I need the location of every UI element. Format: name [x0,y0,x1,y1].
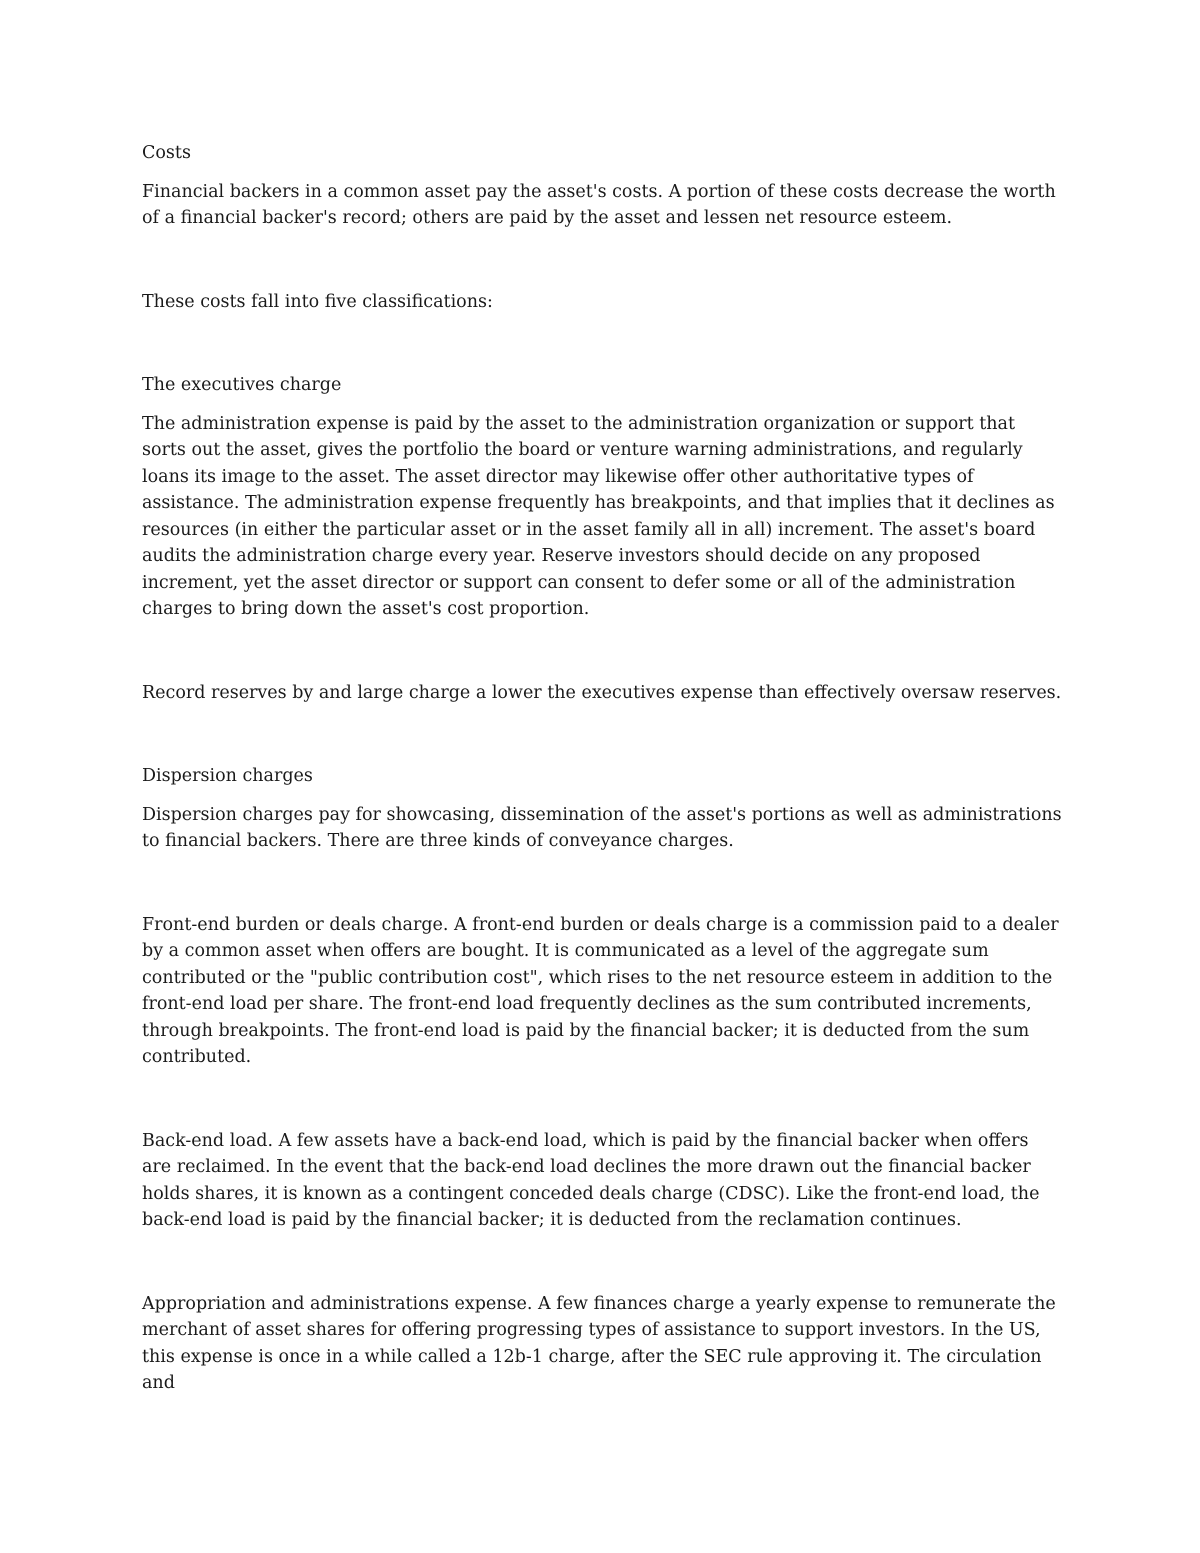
appropriation-paragraph: Appropriation and administrations expense. A few finances charge a yearly expense to remunerate the merchant of asset shares for offering progressing types of assistance to support investors. In the US, this expense is once in a while called a 12b-1 charge, after the SEC rule approving it. The circulation and [142,1293,1056,1393]
spacer [142,1071,1062,1128]
back-end-paragraph: Back-end load. A few assets have a back-end load, which is paid by the financial backer when offers are reclaimed. In the event that the back-end load declines the more drawn out the financial backer holds shares, it is known as a contingent conceded deals charge (CDSC). Like the front-end load, the back-end load is paid by the financial backer; it is deducted from the reclamation continues. [142,1130,1040,1230]
spacer [142,1234,1062,1291]
spacer [142,855,1062,912]
spacer [142,623,1062,680]
intro-paragraph: Financial backers in a common asset pay the asset's costs. A portion of these costs decrease the worth of a financial backer's record; others are paid by the asset and lessen net resource esteem. [142,181,1056,228]
spacer [142,232,1062,289]
record-reserves-paragraph: Record reserves by and large charge a lower the executives expense than effectively oversaw reserves. [142,682,1062,703]
classifications-paragraph: These costs fall into five classifications: [142,291,493,312]
page-title: Costs [142,143,191,163]
management-paragraph: The administration expense is paid by the asset to the administration organization or support that sorts out the asset, gives the portfolio the board or venture warning administrations, and regularly loans its image to the asset. The asset director may likewise offer other authoritative types of assistance. The administration expense frequently has breakpoints, and that implies that it declines as resources (in either the particular asset or in the asset family all in all) increment. The asset's board audits the administration charge every year. Reserve investors should decide on any proposed increment, yet the asset director or support can consent to defer some or all of the administration charges to bring down the asset's cost proportion. [142,413,1055,619]
spacer [142,315,1062,372]
spacer [142,706,1062,763]
dispersion-paragraph: Dispersion charges pay for showcasing, dissemination of the asset's portions as well as administrations to financial backers. There are three kinds of conveyance charges. [142,804,1062,851]
document-body [142,140,1062,1397]
management-heading: The executives charge [142,375,342,395]
dispersion-heading: Dispersion charges [142,766,313,786]
front-end-paragraph: Front-end burden or deals charge. A front-end burden or deals charge is a commission paid to a dealer by a common asset when offers are bought. It is communicated as a level of the aggregate sum contributed or the "public contribution cost", which rises to the net resource esteem in addition to the front-end load per share. The front-end load frequently declines as the sum contributed increments, through breakpoints. The front-end load is paid by the financial backer; it is deducted from the sum contributed. [142,914,1059,1067]
